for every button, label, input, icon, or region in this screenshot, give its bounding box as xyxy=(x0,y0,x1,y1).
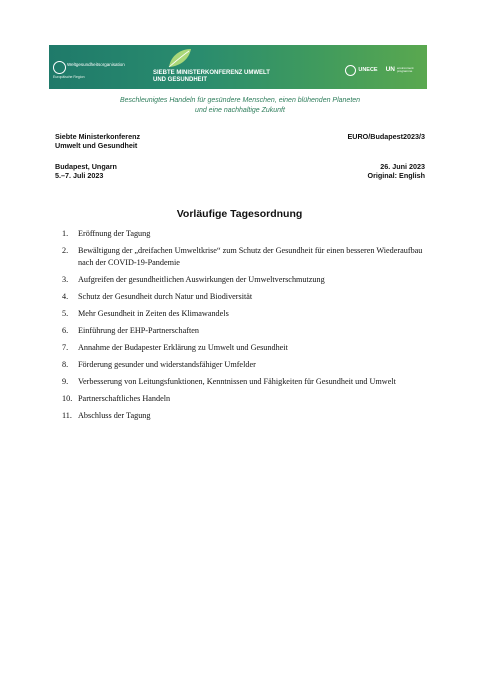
header-banner xyxy=(49,45,427,89)
agenda-item xyxy=(62,325,432,336)
agenda-item-number: 6. xyxy=(62,325,69,335)
partner-logos xyxy=(345,63,421,77)
agenda-item-number: 4. xyxy=(62,291,69,301)
venue-dates: 5.–7. Juli 2023 xyxy=(55,171,104,181)
un-emblem-icon xyxy=(345,65,356,76)
agenda-item-number: 2. xyxy=(62,246,69,256)
agenda-item-text: Eröffnung der Tagung xyxy=(78,229,151,238)
agenda-item-number: 3. xyxy=(62,274,69,284)
agenda-item-text: Bewältigung der „dreifachen Umweltkrise“ zum Schutz der Gesundheit für einen besseren Wiederaufbau nach der COVID-19-Pandemie xyxy=(78,246,423,267)
agenda-item-text: Mehr Gesundheit in Zeiten des Klimawandels xyxy=(78,308,229,318)
agenda-item xyxy=(62,291,432,302)
unece-logo xyxy=(345,65,377,76)
venue-info xyxy=(55,162,117,181)
unep-sub-label: environment programme xyxy=(397,65,414,73)
agenda-item-text: Verbesserung von Leitungsfunktionen, Kenntnissen und Fähigkeiten für Gesundheit und Umwelt xyxy=(78,377,396,387)
conference-name-line1: Siebte Ministerkonferenz xyxy=(55,132,141,141)
agenda-item-number: 1. xyxy=(62,229,69,238)
conference-logo-title xyxy=(153,70,270,84)
agenda-item xyxy=(62,410,432,421)
agenda-item-text: Aufgreifen der gesundheitlichen Auswirkungen der Umweltverschmutzung xyxy=(78,274,325,284)
unep-logo xyxy=(386,67,421,74)
agenda-item-number: 9. xyxy=(62,377,69,387)
conference-title-line2: UND GESUNDHEIT xyxy=(153,76,208,83)
venue-place: Budapest, Ungarn xyxy=(55,162,117,171)
who-name: Weltgesundheitsorganisation xyxy=(67,62,125,67)
agenda-item xyxy=(62,228,432,239)
tagline-line2: und eine nachhaltige Zukunft xyxy=(195,107,285,114)
unece-label: UNECE xyxy=(358,67,378,73)
agenda-item-text: Einführung der EHP-Partnerschaften xyxy=(78,325,199,335)
agenda-item xyxy=(62,393,432,404)
document-original-language: Original: English xyxy=(367,171,425,181)
document-info xyxy=(367,162,425,181)
tagline-line1: Beschleunigtes Handeln für gesündere Menschen, einen blühenden Planeten xyxy=(119,97,361,104)
agenda-item-number: 8. xyxy=(62,360,69,370)
agenda-item-number: 11. xyxy=(62,411,72,421)
agenda-item-text: Förderung gesunder und widerstandsfähiger Umfelder xyxy=(78,360,256,370)
agenda-item-number: 7. xyxy=(62,342,69,352)
agenda-item-number: 5. xyxy=(62,308,69,318)
agenda-item xyxy=(62,376,432,387)
agenda-item xyxy=(62,245,432,268)
agenda-item xyxy=(62,308,432,319)
conference-title-line1: SIEBTE MINISTERKONFERENZ UMWELT xyxy=(153,70,270,76)
agenda-item xyxy=(62,274,432,285)
document-date: 26. Juni 2023 xyxy=(380,162,425,171)
agenda-list xyxy=(62,228,432,427)
agenda-item-text: Schutz der Gesundheit durch Natur und Biodiversität xyxy=(78,291,253,301)
agenda-item-number: 10. xyxy=(62,394,73,404)
document-code: EURO/Budapest2023/3 xyxy=(347,132,425,141)
page-title: Vorläufige Tagesordnung xyxy=(176,208,303,220)
agenda-item xyxy=(62,342,432,353)
who-emblem-icon xyxy=(53,61,66,74)
conference-name xyxy=(55,132,140,151)
conference-name-line2: Umwelt und Gesundheit xyxy=(55,141,138,151)
agenda-item xyxy=(62,359,432,370)
agenda-item-text: Annahme der Budapester Erklärung zu Umwelt und Gesundheit xyxy=(78,342,288,352)
agenda-item-text: Abschluss der Tagung xyxy=(78,411,151,421)
leaf-icon xyxy=(167,47,193,69)
who-region: Europäische Region xyxy=(53,75,85,79)
unep-label: UN xyxy=(385,65,395,73)
agenda-item-text: Partnerschaftliches Handeln xyxy=(78,394,171,404)
